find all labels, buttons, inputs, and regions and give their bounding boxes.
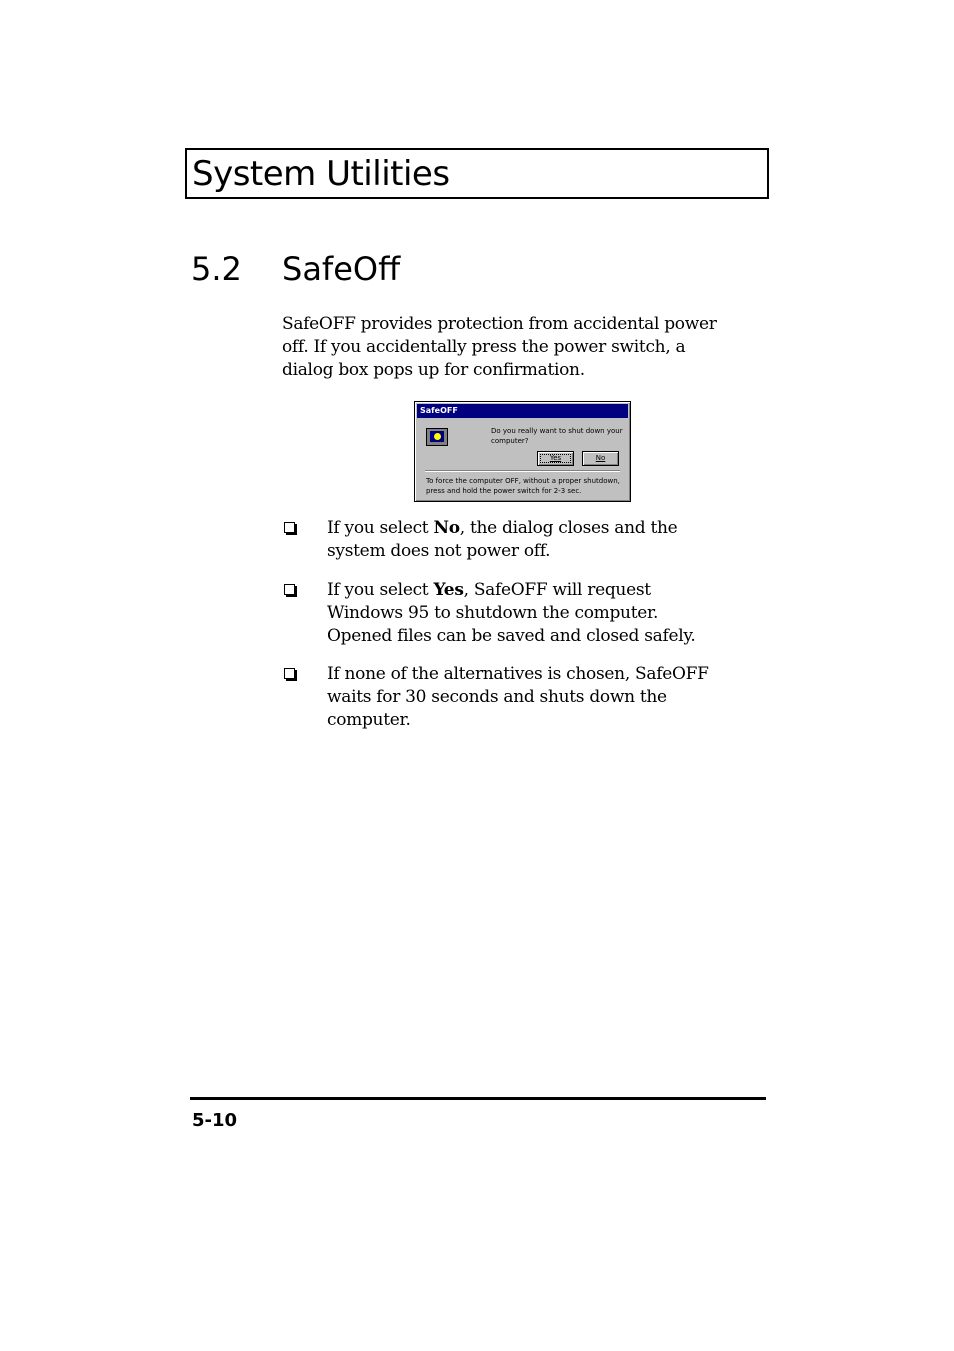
section-title: SafeOff	[282, 250, 401, 288]
dialog-message	[491, 426, 627, 446]
chapter-header-box	[185, 148, 769, 199]
bullet-text: If you select	[327, 580, 434, 600]
bullet-bold-text: Yes	[433, 580, 464, 600]
list-item	[282, 579, 696, 648]
bullet-line: If none of the alternatives is chosen, SafeOFF	[327, 664, 709, 684]
bullet-bold-text: No	[433, 518, 460, 538]
bullet-text: , SafeOFF will request	[463, 580, 651, 600]
dialog-divider	[425, 470, 620, 472]
bullet-line	[327, 579, 696, 602]
intro-line: SafeOFF provides protection from accidental power	[282, 314, 717, 334]
bullet-line: computer.	[327, 710, 411, 730]
safeoff-dialog-screenshot	[414, 401, 631, 502]
no-button: No	[582, 451, 619, 466]
section-heading	[191, 250, 400, 288]
page-number: 5-10	[192, 1110, 238, 1131]
list-item	[282, 517, 677, 563]
dialog-message-line: Do you really want to shut down your	[491, 427, 623, 435]
section-number: 5.2	[191, 250, 242, 288]
bullet-text: If you select	[327, 518, 434, 538]
footer-rule	[190, 1097, 766, 1100]
dialog-message-line: computer?	[491, 437, 529, 445]
bullet-line: Windows 95 to shutdown the computer.	[327, 603, 659, 623]
dialog-title: SafeOFF	[417, 404, 628, 418]
intro-paragraph	[282, 313, 768, 382]
bullet-text: , the dialog closes and the	[459, 518, 678, 538]
dialog-footer-line: press and hold the power switch for 2-3 sec.	[426, 487, 582, 495]
computer-icon	[426, 428, 448, 446]
intro-line: dialog box pops up for confirmation.	[282, 360, 585, 380]
bullet-line	[327, 517, 677, 540]
intro-line: off. If you accidentally press the power switch, a	[282, 337, 686, 357]
checkbox-bullet-icon	[284, 584, 295, 595]
bullet-line: Opened files can be saved and closed safely.	[327, 626, 696, 646]
bullet-line: waits for 30 seconds and shuts down the	[327, 687, 667, 707]
dialog-footer-line: To force the computer OFF, without a proper shutdown,	[426, 477, 620, 485]
dialog-footer-note	[426, 476, 626, 496]
checkbox-bullet-icon	[284, 668, 295, 679]
checkbox-bullet-icon	[284, 522, 295, 533]
bullet-line: system does not power off.	[327, 541, 551, 561]
yes-button: Yes	[537, 451, 574, 466]
chapter-title: System Utilities	[192, 154, 450, 194]
list-item	[282, 663, 709, 732]
